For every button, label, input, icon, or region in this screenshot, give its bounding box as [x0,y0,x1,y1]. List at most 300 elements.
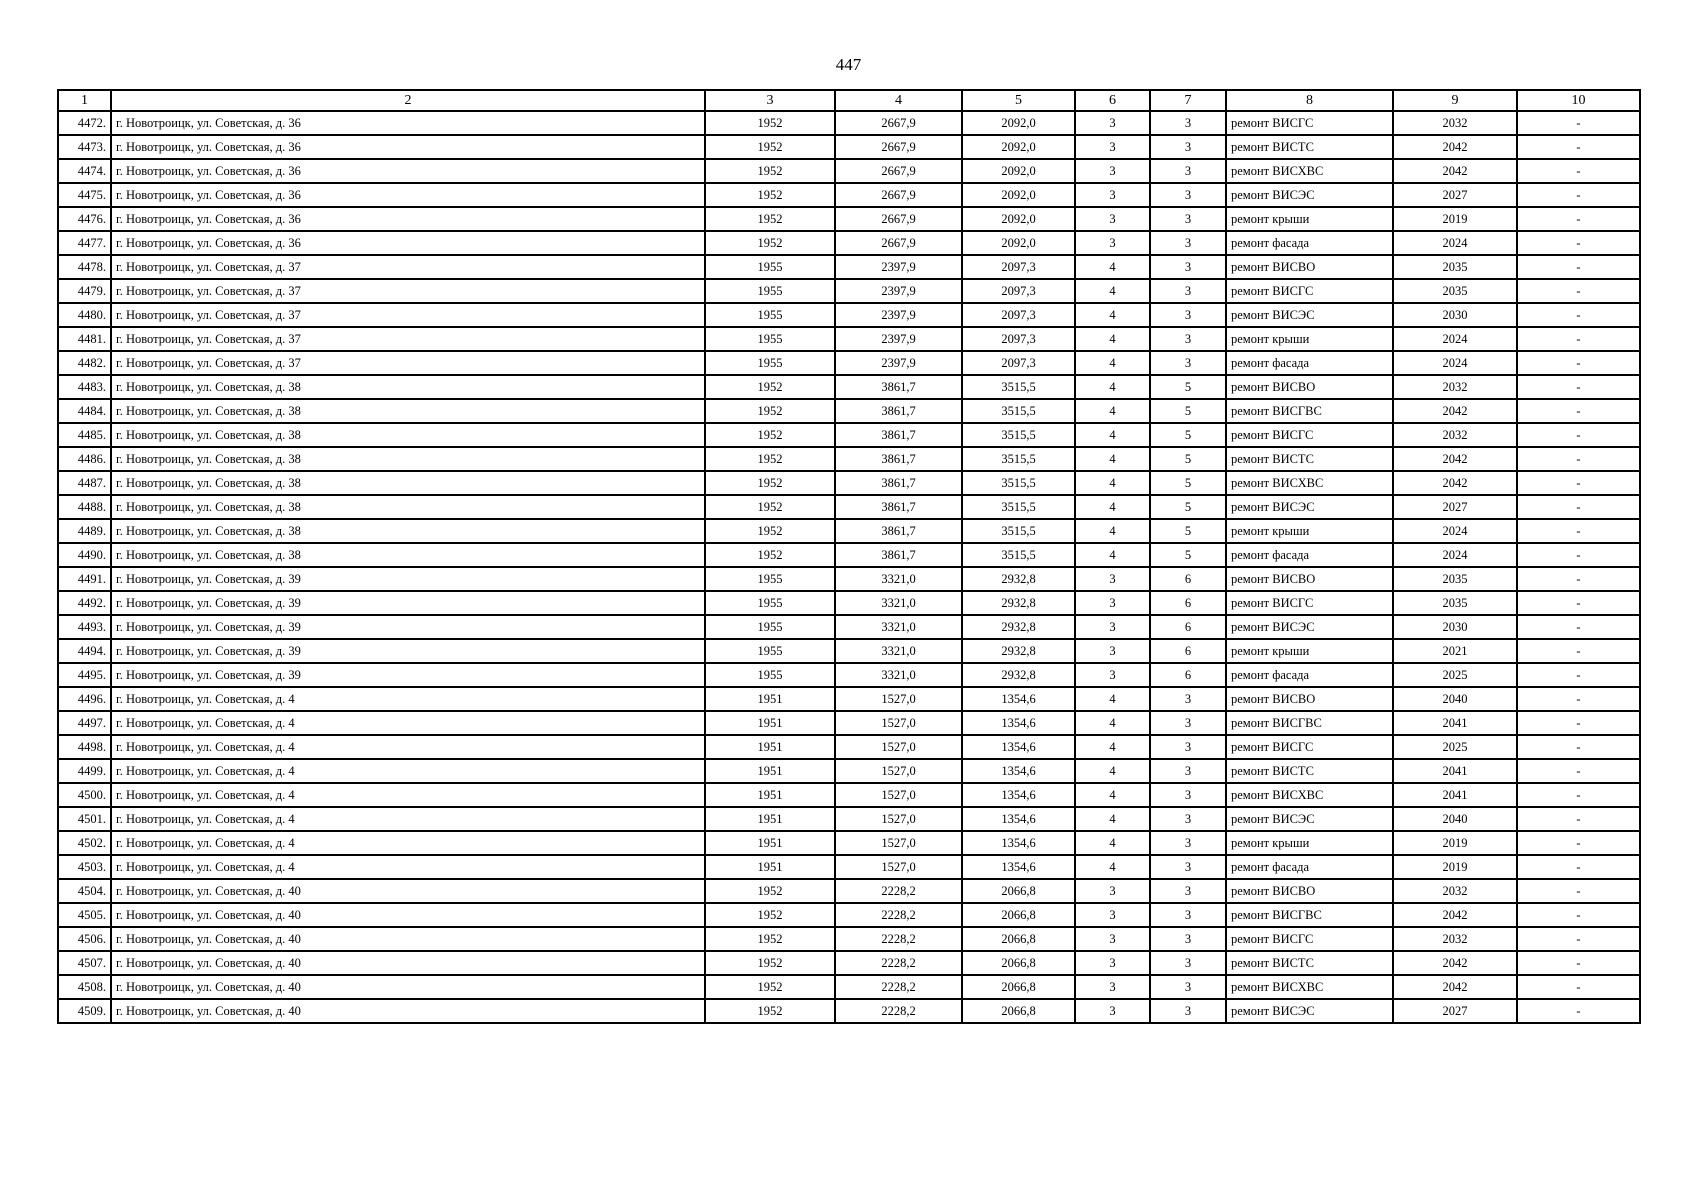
work-type-cell: ремонт ВИСВО [1226,879,1393,903]
value-cell: 2932,8 [962,591,1075,615]
value-cell: 2066,8 [962,999,1075,1023]
value-cell: - [1517,255,1640,279]
table-row [58,447,1640,471]
value-cell: 3 [1075,879,1150,903]
value-cell: 1527,0 [835,807,962,831]
work-type-cell: ремонт ВИСГС [1226,735,1393,759]
value-cell: 3515,5 [962,543,1075,567]
row-number-cell: 4504. [58,879,111,903]
work-type-cell: ремонт фасада [1226,543,1393,567]
value-cell: 3321,0 [835,591,962,615]
value-cell: - [1517,519,1640,543]
value-cell: - [1517,807,1640,831]
table-row [58,759,1640,783]
value-cell: 3 [1150,111,1226,135]
year-cell: 2042 [1393,951,1517,975]
value-cell: 2066,8 [962,927,1075,951]
year-cell: 2025 [1393,663,1517,687]
address-cell: г. Новотроицк, ул. Советская, д. 38 [111,399,705,423]
value-cell: 3861,7 [835,543,962,567]
row-number-cell: 4482. [58,351,111,375]
table-row [58,903,1640,927]
value-cell: 4 [1075,735,1150,759]
address-cell: г. Новотроицк, ул. Советская, д. 40 [111,975,705,999]
work-type-cell: ремонт ВИСГС [1226,591,1393,615]
value-cell: - [1517,159,1640,183]
value-cell: - [1517,207,1640,231]
address-cell: г. Новотроицк, ул. Советская, д. 37 [111,279,705,303]
value-cell: 3861,7 [835,471,962,495]
value-cell: 2097,3 [962,351,1075,375]
value-cell: 4 [1075,351,1150,375]
year-cell: 2042 [1393,159,1517,183]
value-cell: 3 [1075,999,1150,1023]
value-cell: - [1517,447,1640,471]
address-cell: г. Новотроицк, ул. Советская, д. 36 [111,231,705,255]
year-cell: 2024 [1393,351,1517,375]
value-cell: - [1517,999,1640,1023]
year-cell: 1955 [705,303,835,327]
row-number-cell: 4498. [58,735,111,759]
work-type-cell: ремонт ВИСГС [1226,111,1393,135]
address-cell: г. Новотроицк, ул. Советская, д. 4 [111,711,705,735]
value-cell: - [1517,399,1640,423]
address-cell: г. Новотроицк, ул. Советская, д. 4 [111,831,705,855]
table-row [58,831,1640,855]
value-cell: 3861,7 [835,495,962,519]
repair-schedule-table [57,89,1641,1024]
table-row [58,279,1640,303]
row-number-cell: 4476. [58,207,111,231]
value-cell: 1354,6 [962,831,1075,855]
value-cell: 3861,7 [835,447,962,471]
year-cell: 1955 [705,663,835,687]
row-number-cell: 4484. [58,399,111,423]
address-cell: г. Новотроицк, ул. Советская, д. 38 [111,519,705,543]
value-cell: 5 [1150,543,1226,567]
address-cell: г. Новотроицк, ул. Советская, д. 4 [111,687,705,711]
table-row [58,231,1640,255]
table-row [58,255,1640,279]
value-cell: 5 [1150,423,1226,447]
value-cell: 2667,9 [835,135,962,159]
address-cell: г. Новотроицк, ул. Советская, д. 38 [111,423,705,447]
year-cell: 2019 [1393,831,1517,855]
value-cell: 3 [1075,615,1150,639]
address-cell: г. Новотроицк, ул. Советская, д. 37 [111,303,705,327]
value-cell: 4 [1075,303,1150,327]
value-cell: - [1517,303,1640,327]
value-cell: 2932,8 [962,567,1075,591]
year-cell: 1952 [705,135,835,159]
value-cell: 3 [1075,111,1150,135]
table-row [58,663,1640,687]
value-cell: 3 [1150,687,1226,711]
table-row [58,855,1640,879]
row-number-cell: 4494. [58,639,111,663]
address-cell: г. Новотроицк, ул. Советская, д. 37 [111,255,705,279]
value-cell: - [1517,423,1640,447]
year-cell: 2032 [1393,879,1517,903]
row-number-cell: 4481. [58,327,111,351]
table-row [58,495,1640,519]
work-type-cell: ремонт ВИСХВС [1226,471,1393,495]
address-cell: г. Новотроицк, ул. Советская, д. 36 [111,159,705,183]
table-row [58,735,1640,759]
work-type-cell: ремонт ВИСЭС [1226,303,1393,327]
year-cell: 2019 [1393,207,1517,231]
value-cell: - [1517,111,1640,135]
value-cell: - [1517,279,1640,303]
table-row [58,807,1640,831]
value-cell: 1354,6 [962,735,1075,759]
value-cell: 2228,2 [835,999,962,1023]
work-type-cell: ремонт ВИСХВС [1226,975,1393,999]
year-cell: 1952 [705,231,835,255]
value-cell: 1354,6 [962,711,1075,735]
value-cell: 2097,3 [962,279,1075,303]
work-type-cell: ремонт ВИСВО [1226,255,1393,279]
year-cell: 1952 [705,399,835,423]
value-cell: 4 [1075,519,1150,543]
year-cell: 2041 [1393,711,1517,735]
table-row [58,183,1640,207]
year-cell: 2024 [1393,543,1517,567]
year-cell: 2042 [1393,903,1517,927]
value-cell: 4 [1075,327,1150,351]
value-cell: 4 [1075,447,1150,471]
value-cell: 3 [1150,927,1226,951]
address-cell: г. Новотроицк, ул. Советская, д. 39 [111,591,705,615]
value-cell: 4 [1075,375,1150,399]
value-cell: - [1517,543,1640,567]
year-cell: 1952 [705,159,835,183]
table-row [58,543,1640,567]
table-row [58,591,1640,615]
address-cell: г. Новотроицк, ул. Советская, д. 39 [111,639,705,663]
value-cell: 1527,0 [835,831,962,855]
column-header: 5 [962,90,1075,111]
value-cell: - [1517,735,1640,759]
value-cell: - [1517,471,1640,495]
value-cell: - [1517,591,1640,615]
value-cell: 2066,8 [962,975,1075,999]
year-cell: 2035 [1393,591,1517,615]
value-cell: - [1517,951,1640,975]
value-cell: 3 [1075,951,1150,975]
address-cell: г. Новотроицк, ул. Советская, д. 40 [111,999,705,1023]
year-cell: 1952 [705,447,835,471]
row-number-cell: 4487. [58,471,111,495]
value-cell: 3 [1150,207,1226,231]
year-cell: 2032 [1393,111,1517,135]
address-cell: г. Новотроицк, ул. Советская, д. 37 [111,351,705,375]
value-cell: 4 [1075,471,1150,495]
value-cell: - [1517,495,1640,519]
address-cell: г. Новотроицк, ул. Советская, д. 38 [111,447,705,471]
value-cell: - [1517,375,1640,399]
work-type-cell: ремонт ВИСЭС [1226,615,1393,639]
table-row [58,927,1640,951]
address-cell: г. Новотроицк, ул. Советская, д. 40 [111,951,705,975]
row-number-cell: 4483. [58,375,111,399]
value-cell: - [1517,663,1640,687]
table-row [58,327,1640,351]
year-cell: 1951 [705,807,835,831]
value-cell: 2228,2 [835,927,962,951]
year-cell: 1951 [705,687,835,711]
year-cell: 2035 [1393,255,1517,279]
value-cell: 2397,9 [835,303,962,327]
year-cell: 1952 [705,495,835,519]
value-cell: - [1517,831,1640,855]
value-cell: - [1517,927,1640,951]
work-type-cell: ремонт ВИСЭС [1226,999,1393,1023]
value-cell: - [1517,231,1640,255]
year-cell: 2042 [1393,447,1517,471]
value-cell: 4 [1075,543,1150,567]
year-cell: 1952 [705,375,835,399]
value-cell: 3 [1150,159,1226,183]
value-cell: 3 [1150,351,1226,375]
value-cell: 4 [1075,279,1150,303]
value-cell: 3515,5 [962,447,1075,471]
year-cell: 2042 [1393,975,1517,999]
value-cell: 2092,0 [962,135,1075,159]
value-cell: 3515,5 [962,399,1075,423]
year-cell: 2030 [1393,303,1517,327]
year-cell: 2030 [1393,615,1517,639]
value-cell: 3 [1150,999,1226,1023]
work-type-cell: ремонт ВИСГС [1226,279,1393,303]
row-number-cell: 4496. [58,687,111,711]
value-cell: 2228,2 [835,975,962,999]
value-cell: 3 [1150,135,1226,159]
year-cell: 2041 [1393,783,1517,807]
year-cell: 1955 [705,567,835,591]
year-cell: 2027 [1393,495,1517,519]
work-type-cell: ремонт крыши [1226,831,1393,855]
value-cell: 3861,7 [835,423,962,447]
row-number-cell: 4480. [58,303,111,327]
value-cell: 2228,2 [835,951,962,975]
value-cell: 3 [1150,183,1226,207]
value-cell: 3861,7 [835,375,962,399]
row-number-cell: 4501. [58,807,111,831]
value-cell: 1527,0 [835,735,962,759]
value-cell: 3 [1075,159,1150,183]
row-number-cell: 4509. [58,999,111,1023]
row-number-cell: 4499. [58,759,111,783]
value-cell: 2667,9 [835,183,962,207]
row-number-cell: 4486. [58,447,111,471]
row-number-cell: 4485. [58,423,111,447]
value-cell: 2097,3 [962,327,1075,351]
year-cell: 1952 [705,111,835,135]
value-cell: 5 [1150,399,1226,423]
value-cell: - [1517,903,1640,927]
value-cell: 2092,0 [962,231,1075,255]
address-cell: г. Новотроицк, ул. Советская, д. 4 [111,735,705,759]
year-cell: 2032 [1393,927,1517,951]
value-cell: 4 [1075,711,1150,735]
year-cell: 1951 [705,831,835,855]
value-cell: 2228,2 [835,903,962,927]
value-cell: 3321,0 [835,567,962,591]
value-cell: - [1517,351,1640,375]
value-cell: 1354,6 [962,759,1075,783]
year-cell: 2027 [1393,999,1517,1023]
value-cell: 3 [1150,231,1226,255]
year-cell: 1952 [705,927,835,951]
value-cell: 2066,8 [962,879,1075,903]
value-cell: 1354,6 [962,687,1075,711]
year-cell: 2019 [1393,855,1517,879]
value-cell: 2228,2 [835,879,962,903]
row-number-cell: 4507. [58,951,111,975]
address-cell: г. Новотроицк, ул. Советская, д. 4 [111,855,705,879]
work-type-cell: ремонт ВИСГС [1226,423,1393,447]
row-number-cell: 4502. [58,831,111,855]
value-cell: 3515,5 [962,423,1075,447]
table-row [58,159,1640,183]
year-cell: 1952 [705,519,835,543]
row-number-cell: 4492. [58,591,111,615]
value-cell: 3 [1150,831,1226,855]
work-type-cell: ремонт фасада [1226,351,1393,375]
value-cell: 4 [1075,783,1150,807]
address-cell: г. Новотроицк, ул. Советская, д. 38 [111,375,705,399]
table-header [58,90,1640,111]
row-number-cell: 4475. [58,183,111,207]
value-cell: - [1517,879,1640,903]
year-cell: 1951 [705,735,835,759]
year-cell: 1955 [705,615,835,639]
value-cell: 3 [1075,567,1150,591]
year-cell: 2032 [1393,423,1517,447]
value-cell: 3 [1150,783,1226,807]
table-row [58,687,1640,711]
work-type-cell: ремонт фасада [1226,663,1393,687]
value-cell: 5 [1150,495,1226,519]
value-cell: 3 [1150,303,1226,327]
table-row [58,567,1640,591]
year-cell: 1952 [705,183,835,207]
year-cell: 2035 [1393,279,1517,303]
column-header: 9 [1393,90,1517,111]
value-cell: 3 [1150,879,1226,903]
value-cell: 2397,9 [835,279,962,303]
value-cell: - [1517,135,1640,159]
work-type-cell: ремонт ВИСЭС [1226,183,1393,207]
value-cell: 2667,9 [835,207,962,231]
address-cell: г. Новотроицк, ул. Советская, д. 39 [111,663,705,687]
column-header: 4 [835,90,962,111]
year-cell: 2025 [1393,735,1517,759]
column-header: 6 [1075,90,1150,111]
year-cell: 2027 [1393,183,1517,207]
row-number-cell: 4500. [58,783,111,807]
work-type-cell: ремонт ВИСГВС [1226,399,1393,423]
value-cell: 5 [1150,471,1226,495]
table-row [58,783,1640,807]
value-cell: 3 [1075,183,1150,207]
value-cell: 1527,0 [835,759,962,783]
year-cell: 1955 [705,591,835,615]
work-type-cell: ремонт ВИСГС [1226,927,1393,951]
value-cell: 4 [1075,807,1150,831]
value-cell: 1527,0 [835,711,962,735]
value-cell: 5 [1150,447,1226,471]
work-type-cell: ремонт ВИСВО [1226,567,1393,591]
header-row [58,90,1640,111]
value-cell: 3 [1150,279,1226,303]
value-cell: 2097,3 [962,303,1075,327]
value-cell: 2397,9 [835,351,962,375]
address-cell: г. Новотроицк, ул. Советская, д. 38 [111,495,705,519]
value-cell: 6 [1150,567,1226,591]
table-row [58,375,1640,399]
work-type-cell: ремонт ВИСВО [1226,375,1393,399]
year-cell: 2032 [1393,375,1517,399]
row-number-cell: 4489. [58,519,111,543]
value-cell: - [1517,615,1640,639]
year-cell: 1955 [705,327,835,351]
year-cell: 1952 [705,471,835,495]
year-cell: 2040 [1393,807,1517,831]
value-cell: 4 [1075,687,1150,711]
year-cell: 2021 [1393,639,1517,663]
value-cell: 3 [1075,591,1150,615]
address-cell: г. Новотроицк, ул. Советская, д. 36 [111,207,705,231]
row-number-cell: 4473. [58,135,111,159]
work-type-cell: ремонт ВИСТС [1226,951,1393,975]
row-number-cell: 4477. [58,231,111,255]
year-cell: 1952 [705,207,835,231]
year-cell: 1952 [705,999,835,1023]
row-number-cell: 4474. [58,159,111,183]
value-cell: 3 [1075,207,1150,231]
value-cell: 3 [1150,975,1226,999]
row-number-cell: 4505. [58,903,111,927]
year-cell: 2024 [1393,231,1517,255]
year-cell: 2040 [1393,687,1517,711]
row-number-cell: 4490. [58,543,111,567]
value-cell: 3515,5 [962,495,1075,519]
work-type-cell: ремонт ВИСЭС [1226,495,1393,519]
value-cell: - [1517,687,1640,711]
row-number-cell: 4491. [58,567,111,591]
address-cell: г. Новотроицк, ул. Советская, д. 40 [111,879,705,903]
value-cell: 4 [1075,855,1150,879]
value-cell: 3 [1150,759,1226,783]
table-row [58,423,1640,447]
table-row [58,879,1640,903]
year-cell: 1952 [705,543,835,567]
value-cell: 3 [1150,255,1226,279]
table-row [58,999,1640,1023]
work-type-cell: ремонт фасада [1226,855,1393,879]
address-cell: г. Новотроицк, ул. Советская, д. 36 [111,135,705,159]
value-cell: 3 [1150,903,1226,927]
value-cell: 2397,9 [835,327,962,351]
value-cell: 3 [1150,951,1226,975]
work-type-cell: ремонт крыши [1226,639,1393,663]
year-cell: 1951 [705,855,835,879]
table-row [58,399,1640,423]
value-cell: 4 [1075,831,1150,855]
column-header: 8 [1226,90,1393,111]
